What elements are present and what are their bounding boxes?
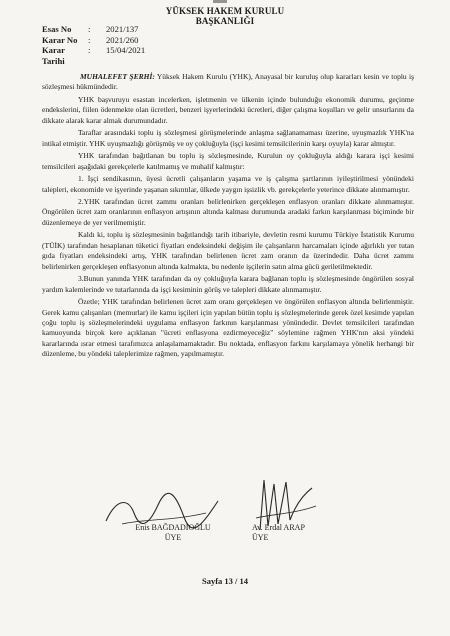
- meta-value: 15/04/2021: [106, 45, 146, 56]
- meta-value: 2021/260: [106, 34, 139, 45]
- body-paragraph: Özetle; YHK tarafından belirlenen ücret zam oranı gerçekleşen ve öngörülen enflasyon altında belirlenmiştir. Gerek kamu çalışanları (memurlar) ile kamu işçileri için yapılan bütün toplu iş sözleşmelerinde gerek özel kesimde yapılan çoğu toplu iş sözleşmelerindeki uygulama enflasyon farkının karşılanması yönündedir. Devlet temsilcileri tarafından kamuoyunda birçok kere açıklanan "ücreti enflasyona ezdirmeyeceğiz" söylemine rağmen YHK'nın aksi yöndeki kararlarında ısrar etmesi tarafımızca anlaşılamamaktadır. Bu noktada, enflasyon farkını karşılamaya yönelik herhangi bir düzenleme, bu yöndeki taleplerimize rağmen, yapılmamıştır.: [42, 297, 414, 359]
- signatory-role: ÜYE: [164, 533, 182, 542]
- header-title-line1: YÜKSEK HAKEM KURULU: [165, 6, 285, 16]
- meta-row-karar-tarihi: [42, 45, 146, 66]
- body-paragraph: 3.Bunun yanında YHK tarafından da oy çokluğuyla karara bağlanan toplu iş sözleşmesinde öngörülen sosyal yardım kalemlerinde ve tutarlarında da işçi kesiminin görüş ve talepleri dikkate alınmamıştır.: [42, 274, 414, 294]
- signature-block-left: [118, 523, 228, 543]
- body-paragraph: Kaldı ki, toplu iş sözleşmesinin bağıtlandığı tarih itibariyle, devletin resmi kurumu Türkiye İstatistik Kurumu (TÜİK) tarafından hesaplanan tüketici fiyatları endeksindeki değişim ile çalışanların harcamaları içinde ağırlıklı yer tutan gıda fiyatları endeksindeki artış, YHK tarafından belirlenen ücret zam oranın da üzerindedir. Daha ücret zammı belirlenirken gerçekleşen enflasyonun altında kalmakta, bu nedenle işçilerin satın alma gücü geriletilmektedir.: [42, 230, 414, 271]
- body-paragraph: 1. İşçi sendikasının, üyesi ücretli çalışanların yaşama ve iş çalışma şartlarının iyileştirilmesi yönündeki talepleri, ekonomide ve işyerinde yaşanan sıkıntılar, ülkede yaygın işsizlik vb. gerekçelerle yeterince dikkate alınmamıştır.: [42, 174, 414, 194]
- signature-block-right: [252, 523, 342, 543]
- body-paragraph: 2.YHK tarafından ücret zammı oranları belirlenirken gerçekleşen enflasyon oranları dikkate alınmamıştır. Öngörülen ücret zam oranlarının enflasyon artışının altında kalması durumunda aradaki farkın karşılanması biçiminde bir düzenlemeye de yer verilmemiştir.: [42, 196, 414, 227]
- header-title-line2: BAŞKANLIĞI: [195, 16, 255, 26]
- header-seal-mark: [213, 0, 227, 3]
- meta-sep: :: [88, 45, 91, 56]
- dissent-label: MUHALEFET ŞERHİ:: [80, 72, 155, 81]
- dissent-body: [42, 72, 414, 362]
- intro-text: Yüksek Hakem Kurulu (YHK), Anayasal bir kuruluş olup kararları kesin ve toplu iş sözleşmesi hükmündedir.: [42, 72, 414, 92]
- meta-row-karar: [42, 35, 145, 46]
- body-paragraph: YHK başvuruyu esastan incelerken, işletmenin ve ülkenin içinde bulunduğu ekonomik durumu, geçinme endekslerini, fiilen ödenmekte olan ücretleri, benzeri işyerlerindeki ücretleri, diğer çalışma koşulları ve gelir unsurlarını da dikkate alarak karar almak durumundadır.: [42, 94, 414, 125]
- signatory-name: Enis BAĞDADİOĞLU: [135, 523, 211, 532]
- meta-key: Karar No: [42, 34, 78, 45]
- body-paragraph: Taraflar arasındaki toplu iş sözleşmesi görüşmelerinde anlaşma sağlanamaması üzerine, uyuşmazlık YHK'na intikal etmiştir. YHK uyuşmazlığı görüşmüş ve oy çokluğuyla (işçi kesimi temsilcilerinin karşı oyuyla) karar almıştır.: [42, 128, 414, 148]
- intro-paragraph: [42, 72, 414, 93]
- signatory-name: Av. Erdal ARAP: [252, 523, 305, 532]
- meta-sep: :: [88, 34, 91, 45]
- meta-key: Esas No: [42, 24, 72, 34]
- meta-sep: :: [88, 24, 91, 34]
- meta-row-esas: [42, 24, 145, 35]
- case-meta: [42, 24, 146, 66]
- body-paragraph: YHK tarafından bağıtlanan bu toplu iş sözleşmesinde, Kurulun oy çokluğuyla aldığı karara işçi kesimi temsilcileri aşağıdaki gerekçelerle katılmamış ve muhalif kalmıştır:: [42, 151, 414, 171]
- page-number: Sayfa 13 / 14: [201, 576, 249, 586]
- meta-value: 2021/137: [106, 24, 139, 34]
- meta-key: Karar Tarihi: [42, 45, 65, 66]
- signatory-role: ÜYE: [252, 533, 269, 542]
